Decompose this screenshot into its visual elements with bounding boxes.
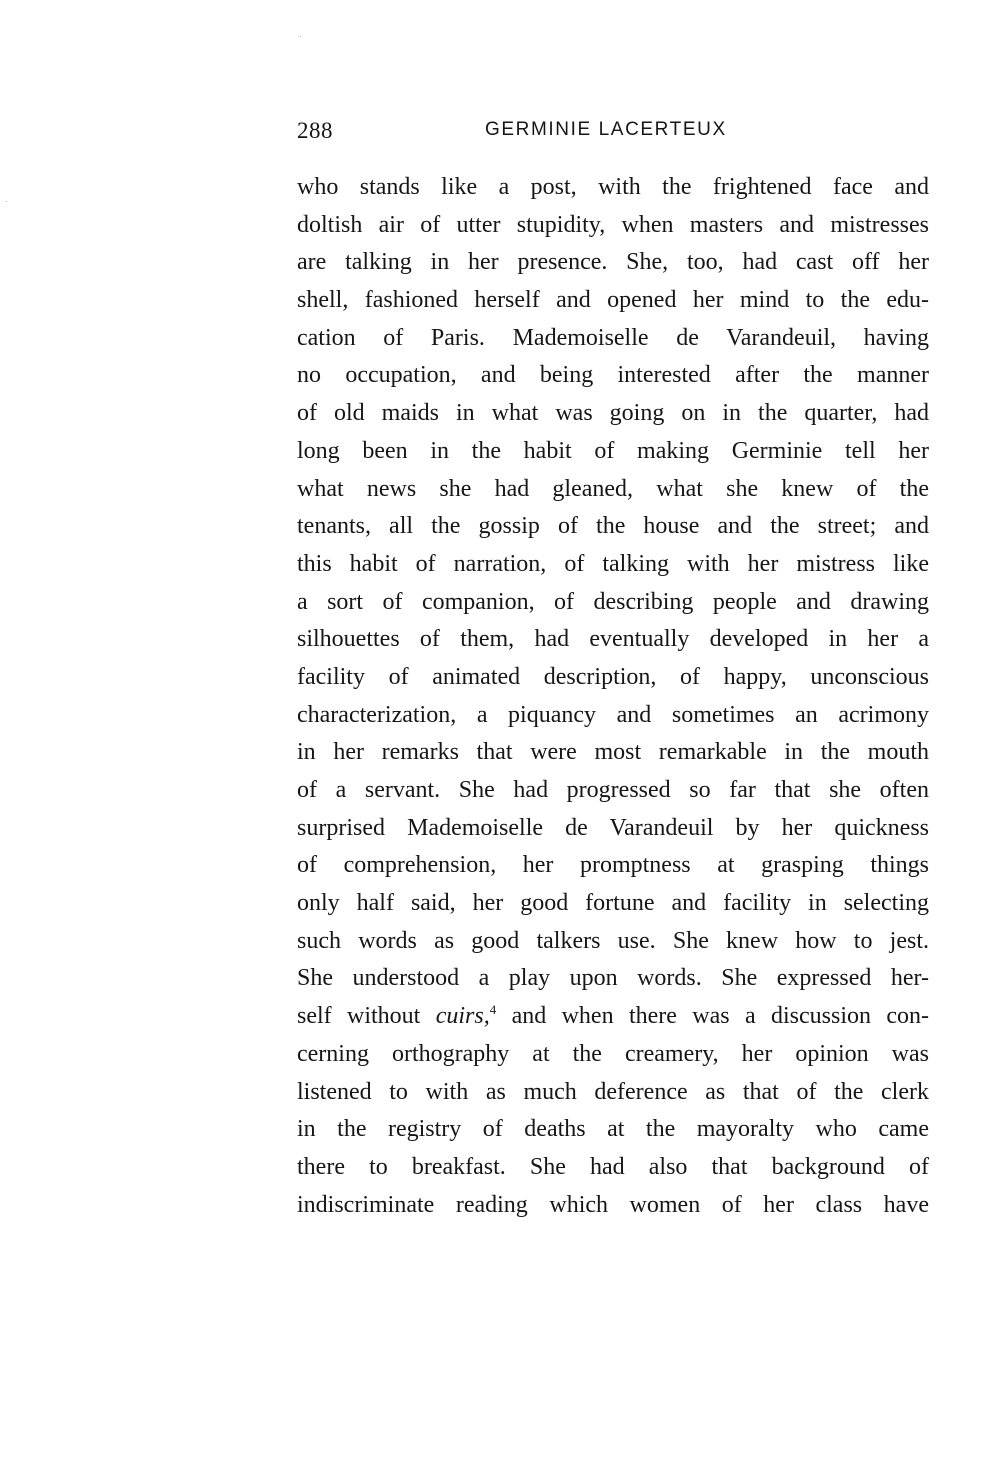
running-title: GERMINIE LACERTEUX [485, 119, 727, 140]
text-line: shell, fashioned herself and opened her mind to the edu- [297, 287, 929, 314]
text-line: surprised Mademoiselle de Varandeuil by her quickness [297, 814, 929, 841]
text-line: there to breakfast. She had also that background of [297, 1153, 929, 1180]
text-line: doltish air of utter stupidity, when masters and mistresses [297, 211, 929, 238]
text-line: are talking in her presence. She, too, had cast off her [297, 249, 929, 276]
page-number: 288 [297, 118, 333, 143]
footnote-marker[interactable]: 4 [489, 1002, 497, 1018]
text-line: silhouettes of them, had eventually developed in her a [297, 626, 929, 653]
text-line: a sort of companion, of describing people and drawing [297, 588, 929, 615]
body-text [297, 169, 929, 1224]
text-line: no occupation, and being interested after the manner [297, 362, 929, 389]
text-line: in her remarks that were most remarkable in the mouth [297, 739, 929, 766]
text-line: what news she had gleaned, what she knew of the [297, 475, 929, 502]
text-line: of a servant. She had progressed so far that she often [297, 777, 929, 803]
text-line: this habit of narration, of talking with her mistress like [297, 550, 929, 577]
italic-term: cuirs, [435, 1003, 490, 1030]
text-line: in the registry of deaths at the mayoralty who came [297, 1116, 929, 1143]
text-line: characterization, a piquancy and sometimes an acrimony [297, 701, 929, 728]
scan-speck [300, 36, 301, 37]
text-line: of comprehension, her promptness at grasping things [297, 852, 929, 879]
running-head [297, 118, 929, 152]
text-line: listened to with as much deference as that of the clerk [297, 1078, 929, 1105]
text-line: long been in the habit of making Germinie tell her [297, 437, 929, 464]
text-line-with-note [297, 998, 929, 1036]
text-fragment: and when there was a discussion con- [496, 1003, 929, 1030]
text-line: indiscriminate reading which women of her class have [297, 1191, 929, 1218]
text-line: tenants, all the gossip of the house and the street; and [297, 513, 929, 540]
scan-speck [6, 201, 7, 202]
text-line: cation of Paris. Mademoiselle de Varandeuil, having [297, 324, 929, 351]
text-line: such words as good talkers use. She knew how to jest. [297, 927, 929, 954]
text-line: facility of animated description, of happy, unconscious [297, 663, 929, 690]
text-fragment: self without [297, 1003, 436, 1030]
text-line: only half said, her good fortune and facility in selecting [297, 890, 929, 917]
text-line: of old maids in what was going on in the quarter, had [297, 400, 929, 427]
text-line: cerning orthography at the creamery, her opinion was [297, 1040, 929, 1067]
text-line: who stands like a post, with the frightened face and [297, 174, 929, 200]
text-line: She understood a play upon words. She expressed her- [297, 965, 929, 992]
